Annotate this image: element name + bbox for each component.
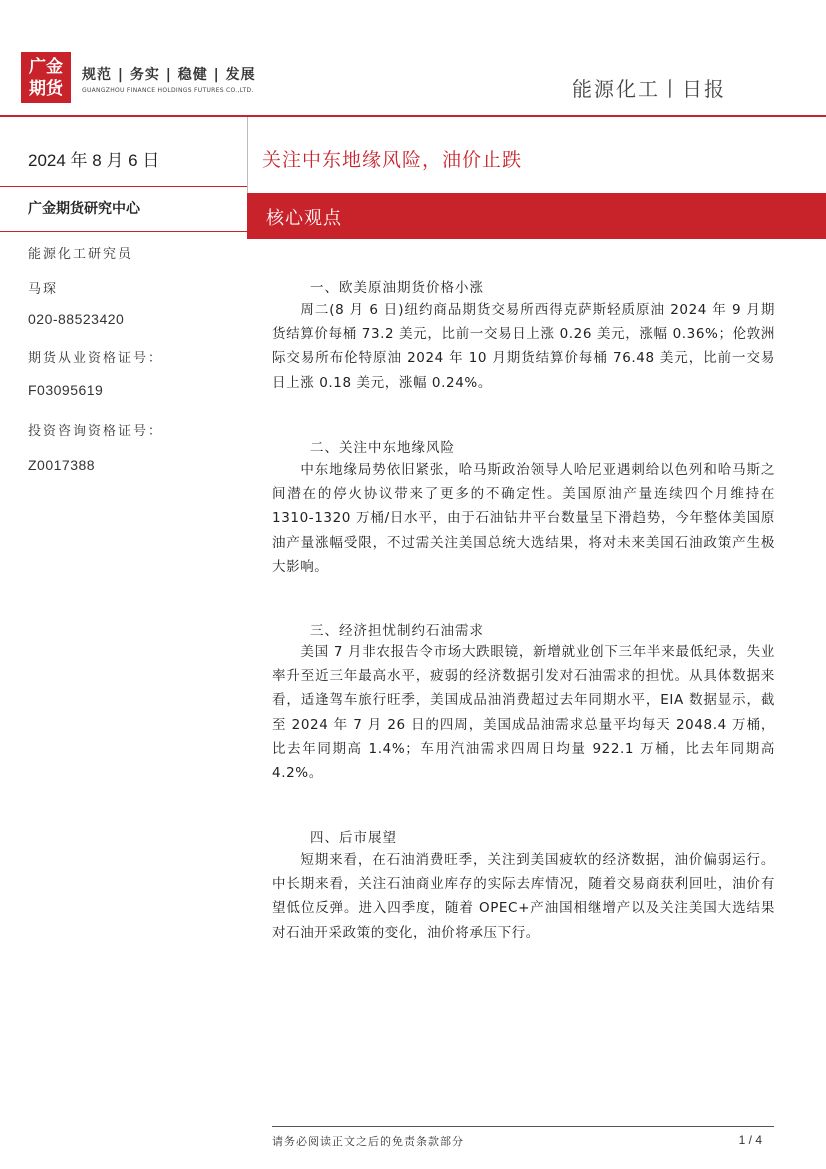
logo-text-line2: 期货 — [29, 78, 63, 99]
section-heading: 四、后市展望 — [310, 830, 397, 846]
section-body: 短期来看，在石油消费旺季，关注到美国疲软的经济数据，油价偏弱运行。中长期来看，关注石油商业库存的实际去库情况，随着交易商获利回吐，油价有望低位反弹。进入四季度，随着 OPEC+产油国相继增产以及关注美国大选结果对石油开采政策的变化，油价将承压下行。 — [272, 852, 775, 941]
analyst-name: 马琛 — [28, 282, 59, 297]
futures-license-number: F03095619 — [28, 382, 104, 398]
section-body: 中东地缘局势依旧紧张，哈马斯政治领导人哈尼亚遇刺给以色列和哈马斯之间潜在的停火协议带来了更多的不确定性。美国原油产量连续四个月维持在 1310-1320 万桶/日水平，由于石油钻井平台数量呈下滑趋势，今年整体美国原油产量涨幅受限，不过需关注美国总统大选结果，将对未来美国石油政策产生极大影响。 — [272, 462, 775, 575]
core-view-label: 核心观点 — [266, 208, 342, 229]
section-heading: 一、欧美原油期货价格小涨 — [310, 280, 484, 296]
report-type: 能源化工丨日报 — [572, 77, 726, 101]
section-heading: 二、关注中东地缘风险 — [310, 440, 455, 456]
page-header — [0, 0, 826, 116]
company-slogan: 规范 | 务实 | 稳健 | 发展 — [82, 67, 256, 83]
research-center: 广金期货研究中心 — [28, 201, 140, 217]
analyst-phone: 020-88523420 — [28, 311, 125, 327]
sidebar-divider — [0, 231, 247, 232]
section-heading: 三、经济担忧制约石油需求 — [310, 623, 484, 639]
report-date: 2024 年 8 月 6 日 — [28, 151, 160, 170]
advisory-license-label: 投资咨询资格证号： — [28, 424, 164, 439]
footer-divider — [272, 1126, 774, 1127]
company-logo — [21, 52, 71, 103]
report-title: 关注中东地缘风险，油价止跌 — [262, 149, 523, 171]
advisory-license-number: Z0017388 — [28, 457, 96, 473]
section-body: 周二(8 月 6 日)纽约商品期货交易所西得克萨斯轻质原油 2024 年 9 月期货结算价每桶 73.2 美元，比前一交易日上涨 0.26 美元，涨幅 0.36%；伦敦洲际交易所布伦特原油 2024 年 10 月期货结算价每桶 76.48 美元，比前一交易日上涨 0.18 美元，涨幅 0.24%。 — [272, 302, 775, 391]
core-view-banner — [247, 193, 826, 239]
sidebar-divider — [0, 186, 247, 187]
company-name-english: GUANGZHOU FINANCE HOLDINGS FUTURES CO.,LTD. — [82, 87, 254, 94]
disclaimer-note: 请务必阅读正文之后的免责条款部分 — [272, 1135, 464, 1148]
section-body: 美国 7 月非农报告令市场大跌眼镜，新增就业创下三年半来最低纪录，失业率升至近三年最高水平，疲弱的经济数据引发对石油需求的担忧。从具体数据来看，适逢驾车旅行旺季，美国成品油消费超过去年同期水平，EIA 数据显示，截至 2024 年 7 月 26 日的四周，美国成品油需求总量平均每天 2048.4 万桶，比去年同期高 1.4%；车用汽油需求四周日均量 922.1 万桶，比去年同期高 4.2%。 — [272, 644, 775, 782]
header-divider — [0, 115, 826, 117]
analyst-role: 能源化工研究员 — [28, 247, 134, 262]
page-number: 1 / 4 — [738, 1133, 762, 1147]
futures-license-label: 期货从业资格证号： — [28, 351, 164, 366]
logo-text-line1: 广金 — [29, 56, 63, 77]
